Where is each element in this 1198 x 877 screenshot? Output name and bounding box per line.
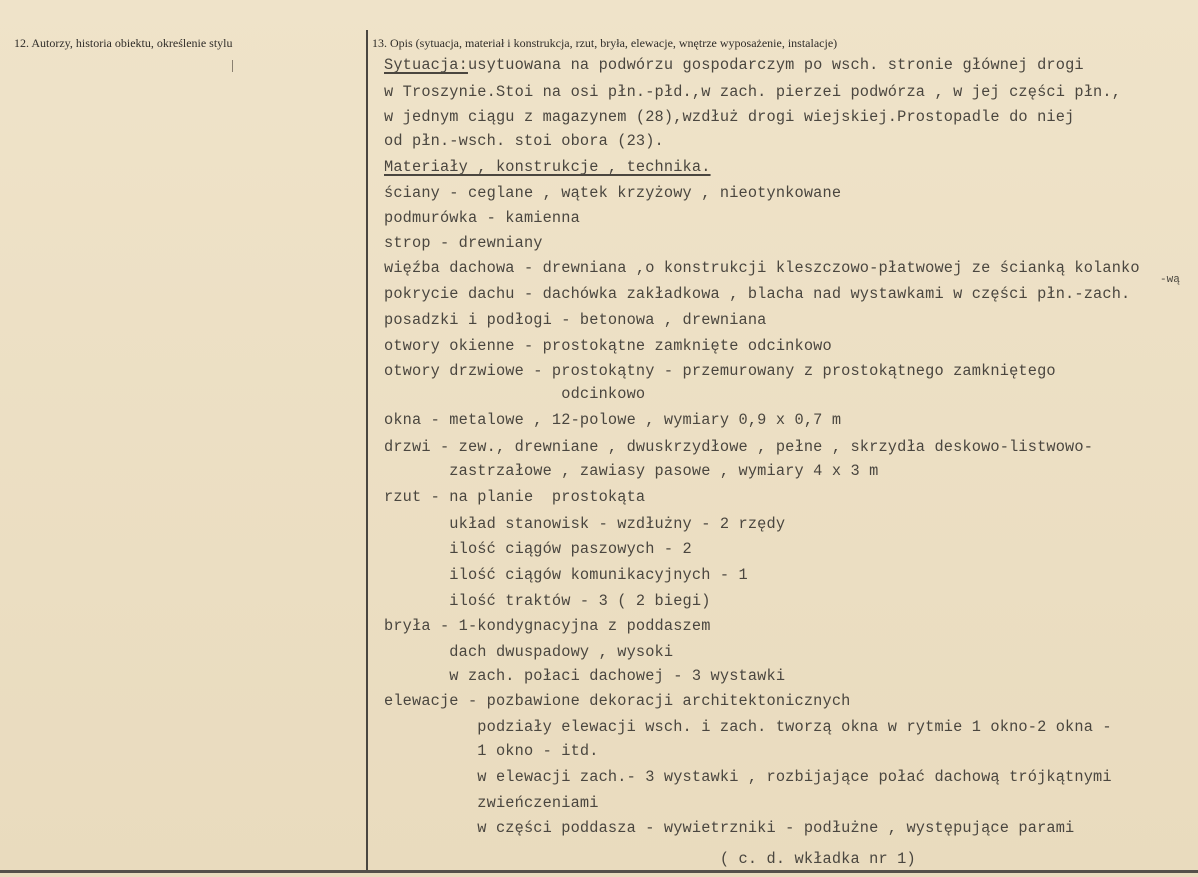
text-line: w jednym ciągu z magazynem (28),wzdłuż drogi wiejskiej.Prostopadle do niej bbox=[384, 108, 1075, 126]
text-line: ilość ciągów komunikacyjnych - 1 bbox=[384, 566, 748, 584]
text-line: strop - drewniany bbox=[384, 234, 543, 252]
left-header: 12. Autorzy, historia obiektu, określenie stylu bbox=[14, 36, 233, 50]
text-line: Sytuacja:usytuowana na podwórzu gospodarczym po wsch. stronie głównej drogi bbox=[384, 56, 1084, 74]
text-line: ilość traktów - 3 ( 2 biegi) bbox=[384, 592, 711, 610]
text-line: otwory drzwiowe - prostokątny - przemurowany z prostokątnego zamkniętego bbox=[384, 362, 1056, 380]
right-header: 13. Opis (sytuacja, materiał i konstrukcja, rzut, bryła, elewacje, wnętrze wyposażenie, instalacje) bbox=[372, 36, 838, 50]
text-line: 1 okno - itd. bbox=[384, 742, 599, 760]
continuation-note: ( c. d. wkładka nr 1) bbox=[384, 850, 916, 868]
text-line: podziały elewacji wsch. i zach. tworzą okna w rytmie 1 okno-2 okna - bbox=[384, 718, 1112, 736]
text-line: elewacje - pozbawione dekoracji architektonicznych bbox=[384, 692, 851, 710]
text-line: otwory okienne - prostokątne zamknięte odcinkowo bbox=[384, 337, 832, 355]
text-line: pokrycie dachu - dachówka zakładkowa , blacha nad wystawkami w części płn.-zach. bbox=[384, 285, 1131, 303]
text-line: rzut - na planie prostokąta bbox=[384, 488, 646, 506]
text-line: w zach. połaci dachowej - 3 wystawki bbox=[384, 667, 786, 685]
text-line: w Troszynie.Stoi na osi płn.-płd.,w zach. pierzei podwórza , w jej części płn., bbox=[384, 83, 1122, 101]
superscript-suffix: -wą bbox=[1160, 274, 1180, 286]
text-line: okna - metalowe , 12-polowe , wymiary 0,9 x 0,7 m bbox=[384, 411, 842, 429]
text-line: dach dwuspadowy , wysoki bbox=[384, 643, 674, 661]
text-line: zwieńczeniami bbox=[384, 794, 599, 812]
text-line: ilość ciągów paszowych - 2 bbox=[384, 540, 692, 558]
text-line: w części poddasza - wywietrzniki - podłużne , występujące parami bbox=[384, 819, 1075, 837]
text-line: bryła - 1-kondygnacyjna z poddaszem bbox=[384, 617, 711, 635]
bottom-rule bbox=[0, 870, 1198, 873]
text-line: od płn.-wsch. stoi obora (23). bbox=[384, 132, 664, 150]
pen-mark bbox=[232, 60, 233, 72]
column-divider bbox=[366, 30, 368, 870]
text-line: układ stanowisk - wzdłużny - 2 rzędy bbox=[384, 515, 786, 533]
text-line: posadzki i podłogi - betonowa , drewniana bbox=[384, 311, 767, 329]
left-column bbox=[0, 0, 366, 877]
text-line: zastrzałowe , zawiasy pasowe , wymiary 4 x 3 m bbox=[384, 462, 879, 480]
text-line: w elewacji zach.- 3 wystawki , rozbijające połać dachową trójkątnymi bbox=[384, 768, 1112, 786]
text-line: ściany - ceglane , wątek krzyżowy , nieotynkowane bbox=[384, 184, 842, 202]
text-line: drzwi - zew., drewniane , dwuskrzydłowe , pełne , skrzydła deskowo-listwowo- bbox=[384, 438, 1094, 456]
text-line: podmurówka - kamienna bbox=[384, 209, 580, 227]
text-line: odcinkowo bbox=[384, 385, 646, 403]
section-heading: Materiały , konstrukcje , technika. bbox=[384, 158, 711, 176]
text-line: więźba dachowa - drewniana ,o konstrukcji kleszczowo-płatwowej ze ścianką kolanko bbox=[384, 259, 1140, 277]
section-heading: Sytuacja: bbox=[384, 56, 468, 74]
